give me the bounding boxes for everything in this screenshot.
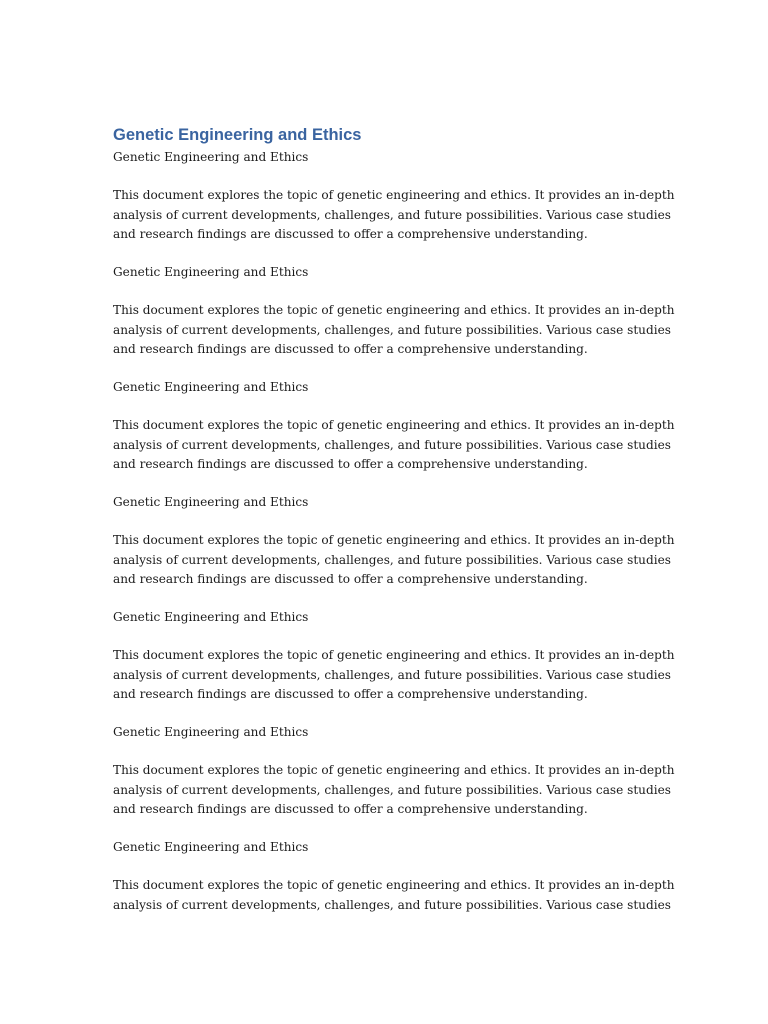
paragraph-line: analysis of current developments, challenges, and future possibilities. Various case studies — [113, 552, 671, 567]
paragraph-line: and research findings are discussed to offer a comprehensive understanding. — [113, 341, 588, 356]
paragraph-line: and research findings are discussed to offer a comprehensive understanding. — [113, 571, 588, 586]
paragraph-line: analysis of current developments, challenges, and future possibilities. Various case studies — [113, 667, 671, 682]
paragraph-line: This document explores the topic of genetic engineering and ethics. It provides an in-depth — [113, 878, 675, 893]
paragraph-line: analysis of current developments, challenges, and future possibilities. Various case studies — [113, 782, 671, 797]
document-sections — [113, 186, 675, 914]
document-section — [113, 186, 675, 282]
paragraph-line: and research findings are discussed to offer a comprehensive understanding. — [113, 801, 588, 816]
paragraph-line: and research findings are discussed to offer a comprehensive understanding. — [113, 226, 588, 241]
paragraph-line: This document explores the topic of genetic engineering and ethics. It provides an in-depth — [113, 763, 675, 778]
paragraph-line: and research findings are discussed to offer a comprehensive understanding. — [113, 686, 588, 701]
section-paragraph — [113, 646, 675, 703]
section-heading: Genetic Engineering and Ethics — [113, 840, 309, 854]
section-heading: Genetic Engineering and Ethics — [113, 380, 309, 394]
document-subtitle: Genetic Engineering and Ethics — [113, 150, 309, 164]
section-heading: Genetic Engineering and Ethics — [113, 265, 309, 279]
document-section — [113, 876, 675, 914]
document-section — [113, 416, 675, 512]
section-paragraph — [113, 186, 675, 243]
paragraph-line: This document explores the topic of genetic engineering and ethics. It provides an in-depth — [113, 533, 675, 548]
document-title: Genetic Engineering and Ethics — [113, 126, 362, 144]
section-paragraph — [113, 416, 675, 473]
paragraph-line: analysis of current developments, challenges, and future possibilities. Various case studies — [113, 437, 671, 452]
section-paragraph — [113, 531, 675, 588]
paragraph-line: analysis of current developments, challenges, and future possibilities. Various case studies — [113, 897, 671, 912]
section-heading: Genetic Engineering and Ethics — [113, 610, 309, 624]
document-section — [113, 646, 675, 742]
section-heading: Genetic Engineering and Ethics — [113, 725, 309, 739]
paragraph-line: This document explores the topic of genetic engineering and ethics. It provides an in-depth — [113, 418, 675, 433]
paragraph-line: and research findings are discussed to offer a comprehensive understanding. — [113, 456, 588, 471]
paragraph-line: This document explores the topic of genetic engineering and ethics. It provides an in-depth — [113, 648, 675, 663]
paragraph-line: analysis of current developments, challenges, and future possibilities. Various case studies — [113, 322, 671, 337]
paragraph-line: This document explores the topic of genetic engineering and ethics. It provides an in-depth — [113, 188, 675, 203]
document-section — [113, 761, 675, 857]
document-content — [113, 124, 675, 934]
section-paragraph — [113, 761, 675, 818]
section-heading: Genetic Engineering and Ethics — [113, 495, 309, 509]
section-paragraph — [113, 301, 675, 358]
document-section — [113, 301, 675, 397]
paragraph-line: analysis of current developments, challenges, and future possibilities. Various case studies — [113, 207, 671, 222]
paragraph-line: This document explores the topic of genetic engineering and ethics. It provides an in-depth — [113, 303, 675, 318]
section-paragraph — [113, 876, 675, 914]
document-section — [113, 531, 675, 627]
